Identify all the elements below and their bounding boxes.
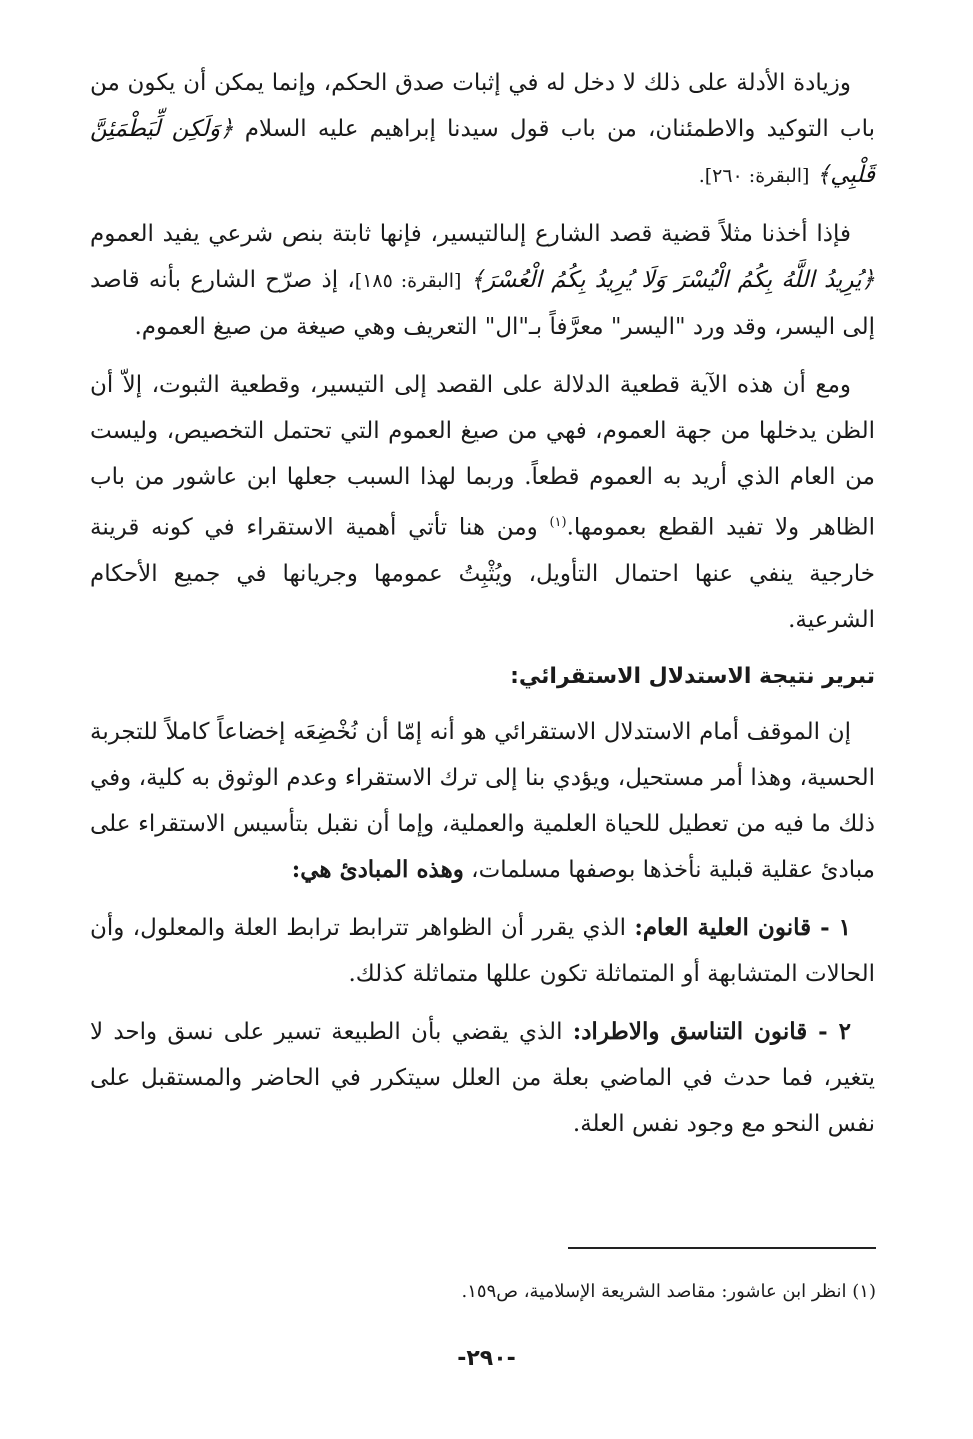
section-heading: تبرير نتيجة الاستدلال الاستقرائي: xyxy=(510,663,875,689)
verse-reference-1: [البقرة: ٢٦٠]. xyxy=(698,165,810,187)
list-item-1 xyxy=(90,905,875,997)
verse-reference-2: [البقرة: ١٨٥] xyxy=(354,270,462,292)
paragraph-2 xyxy=(90,211,875,350)
paragraph-3 xyxy=(90,362,875,643)
paragraph-3-text-b: ومن هنا تأتي أهمية الاستقراء في كونه قرينة خارجية ينفي عنها احتمال التأويل، ويُثْبِتُ عمومها وجريانها في جميع الأحكام الشرعية. xyxy=(90,514,875,633)
list-item-1-text: الذي يقرر أن الظواهر تترابط ترابط العلة والمعلول، وأن الحالات المتشابهة أو المتماثلة تكون عللها متماثلة كذلك. xyxy=(90,914,875,987)
paragraph-4-text: إن الموقف أمام الاستدلال الاستقرائي هو أنه إمّا أن نُخْضِعَه إخضاعاً كاملاً للتجربة الحسية، وهذا أمر مستحيل، ويؤدي بنا إلى ترك الاستقراء وعدم الوثوق به كلية، وفي ذلك ما فيه من تعطيل للحياة العلمية والعملية، وإما أن نقبل بتأسيس الاستقراء على مبادئ عقلية قبلية نأخذها بوصفها مسلمات، xyxy=(90,718,875,883)
quran-verse-1: ﴿وَلَكِن لِّيَطْمَئِنَّ قَلْبِي﴾ xyxy=(90,116,875,188)
paragraph-2-text-b: ، إذ صرّح الشارع بأنه قاصد إلى اليسر، وقد ورد "اليسر" معرَّفاً بـ"ال" التعريف وهي صيغة من صيغ العموم. xyxy=(90,267,875,340)
page-number: -٢٩٠- xyxy=(457,1346,516,1371)
list-item-2-term: ٢ - قانون التناسق والاطراد: xyxy=(572,1017,851,1045)
paragraph-3-text-a: ومع أن هذه الآية قطعية الدلالة على القصد إلى التيسير، وقطعية الثبوت، إلاّ أن الظن يدخلها من جهة العموم، فهي من صيغ العموم التي تحتمل التخصيص، وليست من العام الذي أريد به العموم قطعاً. وربما لهذا السبب جعلها ابن عاشور من باب الظاهر ولا تفيد القطع بعمومها. xyxy=(90,372,876,541)
paragraph-1 xyxy=(90,60,875,199)
paragraph-4-bold: وهذه المبادئ هي: xyxy=(291,855,464,883)
quran-verse-2: ﴿يُرِيدُ اللَّهُ بِكُمُ الْيُسْرَ وَلَا يُرِيدُ بِكُمُ الْعُسْرَ﴾ xyxy=(470,267,875,293)
footnote-marker[interactable]: (١) xyxy=(549,515,567,530)
footnote: (١) انظر ابن عاشور: مقاصد الشريعة الإسلامية، ص١٥٩. xyxy=(461,1281,876,1302)
page-body xyxy=(90,60,875,1159)
list-item-1-term: ١ - قانون العلية العام: xyxy=(634,913,851,941)
list-item-2-text: الذي يقضي بأن الطبيعة تسير على نسق واحد لا يتغير، فما حدث في الماضي بعلة من العلل سيتكرر في الحاضر والمستقبل على نفس النحو مع وجود نفس العلة. xyxy=(90,1018,875,1137)
paragraph-2-text-a: فإذا أخذنا مثلاً قضية قصد الشارع إلىالتيسير، فإنها ثابتة بنص شرعي يفيد العموم xyxy=(90,221,851,247)
paragraph-1-text: وزيادة الأدلة على ذلك لا دخل له في إثبات صدق الحكم، وإنما يمكن أن يكون من باب التوكيد والاطمئنان، من باب قول سيدنا إبراهيم عليه السلام xyxy=(90,70,875,142)
paragraph-4 xyxy=(90,709,875,893)
list-item-2 xyxy=(90,1009,875,1147)
footnote-divider xyxy=(568,1247,876,1249)
